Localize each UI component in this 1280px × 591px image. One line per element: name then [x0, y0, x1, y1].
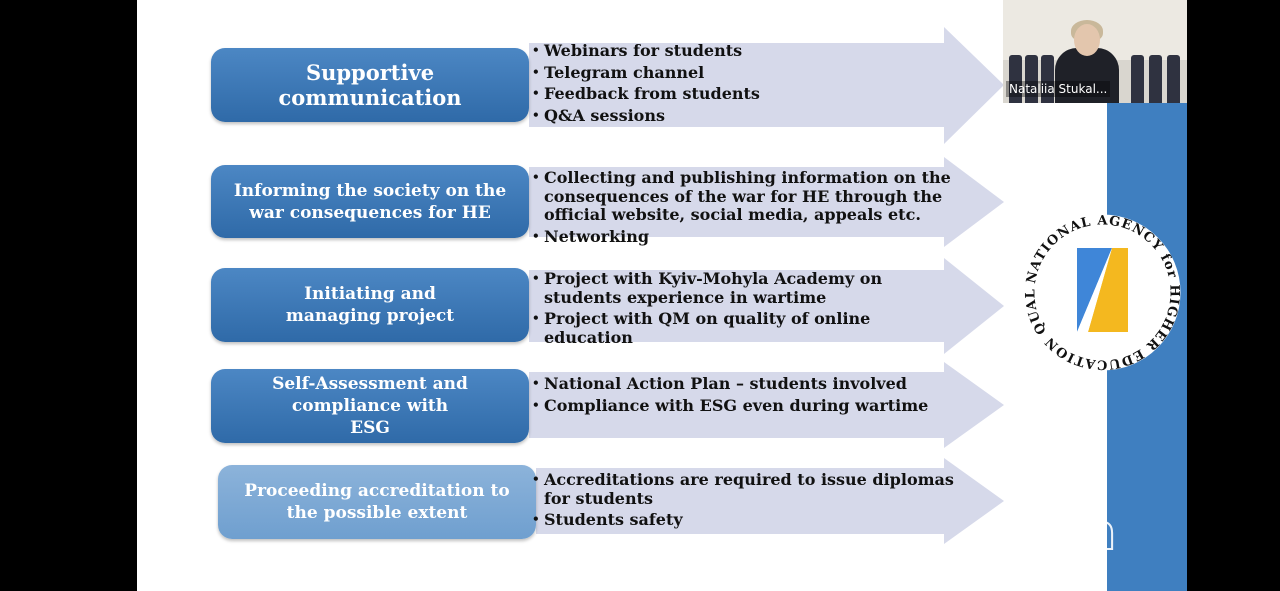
list-item: • Project with QM on quality of online education [530, 310, 950, 347]
row-2-title: Informing the society on the war consequences for HE [211, 165, 529, 238]
video-background [1131, 55, 1144, 103]
row-1-title: Supportive communication [211, 48, 529, 122]
row-3-list [530, 270, 950, 350]
participant-video-tile[interactable] [1003, 0, 1187, 103]
video-background [1149, 55, 1162, 103]
list-item: • Project with Kyiv-Mohyla Academy on students experience in wartime [530, 270, 950, 307]
list-item: • Networking [530, 228, 970, 247]
zoom-watermark: zoom [978, 505, 1114, 561]
list-item: • Accreditations are required to issue diplomas for students [530, 471, 970, 508]
list-item: • Webinars for students [530, 42, 960, 61]
row-5-title: Proceeding accreditation to the possible extent [218, 465, 536, 539]
list-item: • National Action Plan – students involved [530, 375, 970, 394]
row-2-list [530, 169, 970, 249]
row-3-title: Initiating and managing project [211, 268, 529, 342]
row-4-list [530, 375, 970, 418]
video-background [1167, 55, 1180, 103]
row-1-list [530, 42, 960, 128]
list-item: • Q&A sessions [530, 107, 960, 126]
naqa-logo [1020, 210, 1185, 375]
participant-figure [1074, 24, 1100, 56]
list-item: • Feedback from students [530, 85, 960, 104]
list-item: • Telegram channel [530, 64, 960, 83]
list-item: • Collecting and publishing information on the consequences of the war for HE through the official website, social media, appeals etc. [530, 169, 970, 225]
list-item: • Students safety [530, 511, 970, 530]
row-5-list [530, 471, 970, 533]
logo-ring-text: NATIONAL AGENCY for HIGHER EDUCATION QUAL [1023, 213, 1182, 372]
list-item: • Compliance with ESG even during wartime [530, 397, 970, 416]
row-4-title: Self-Assessment and compliance with ESG [211, 369, 529, 443]
participant-name-label: Nataliia Stukal... [1006, 81, 1110, 97]
